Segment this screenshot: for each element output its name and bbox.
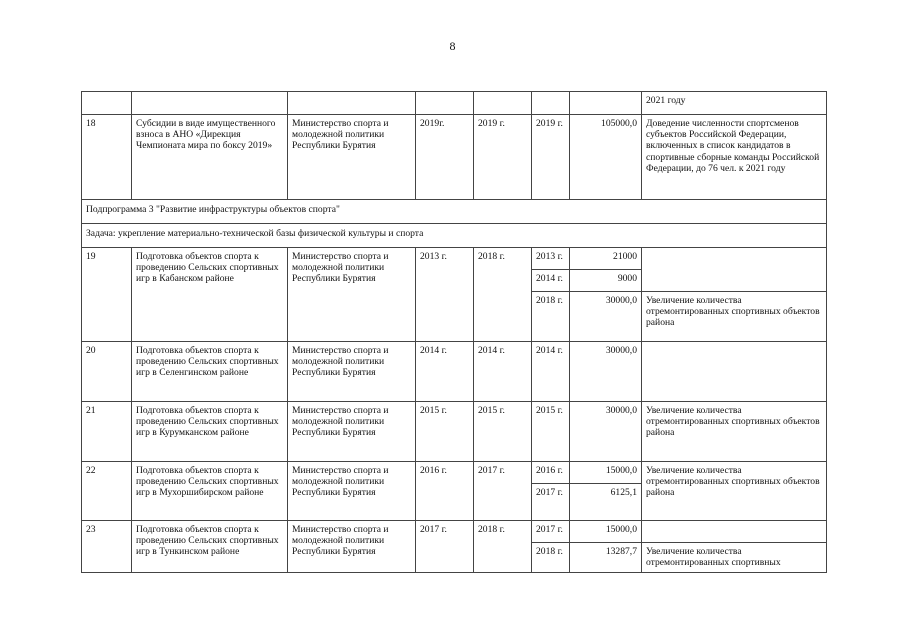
table-row — [82, 462, 827, 484]
start-year-cell: 2017 г. — [416, 521, 474, 573]
start-year-cell: 2019г. — [416, 115, 474, 200]
result-cell: Увеличение количества отремонтированных спортивных объектов района — [642, 292, 827, 342]
row-number: 18 — [82, 115, 132, 200]
end-year-cell: 2018 г. — [474, 521, 532, 573]
result-cell: Увеличение количества отремонтированных спортивных объектов района — [642, 402, 827, 462]
event-cell: Подготовка объектов спорта к проведению Сельских спортивных игр в Курумканском районе — [132, 402, 288, 462]
row-number: 23 — [82, 521, 132, 573]
amount-cell: 21000 — [570, 248, 642, 270]
finance-year-cell: 2017 г. — [532, 521, 570, 543]
table-row — [82, 521, 827, 543]
start-year-cell: 2014 г. — [416, 342, 474, 402]
row-number: 21 — [82, 402, 132, 462]
finance-year-cell: 2016 г. — [532, 462, 570, 484]
finance-year-cell: 2013 г. — [532, 248, 570, 270]
executor-cell: Министерство спорта и молодежной политики Республики Бурятия — [288, 342, 416, 402]
page-number: 8 — [449, 39, 456, 53]
finance-year-cell: 2014 г. — [532, 342, 570, 402]
result-cell: 2021 году — [642, 92, 827, 115]
row-number: 22 — [82, 462, 132, 521]
amount-cell: 9000 — [570, 270, 642, 292]
end-year-cell: 2015 г. — [474, 402, 532, 462]
finance-year-cell: 2014 г. — [532, 270, 570, 292]
executor-cell: Министерство спорта и молодежной политики Республики Бурятия — [288, 402, 416, 462]
result-cell: Увеличение количества отремонтированных спортивных — [642, 543, 827, 573]
event-cell: Подготовка объектов спорта к проведению Сельских спортивных игр в Кабанском районе — [132, 248, 288, 342]
event-cell: Подготовка объектов спорта к проведению Сельских спортивных игр в Мухоршибирском районе — [132, 462, 288, 521]
table-row — [82, 402, 827, 462]
amount-cell: 15000,0 — [570, 462, 642, 484]
table-row — [82, 200, 827, 224]
end-year-cell: 2018 г. — [474, 248, 532, 342]
start-year-cell: 2015 г. — [416, 402, 474, 462]
executor-cell: Министерство спорта и молодежной политики Республики Бурятия — [288, 521, 416, 573]
table-row — [82, 92, 827, 115]
amount-cell: 6125,1 — [570, 484, 642, 521]
start-year-cell: 2013 г. — [416, 248, 474, 342]
task-heading: Задача: укрепление материально-технической базы физической культуры и спорта — [82, 224, 827, 248]
executor-cell: Министерство спорта и молодежной политики Республики Бурятия — [288, 248, 416, 342]
start-year-cell: 2016 г. — [416, 462, 474, 521]
result-cell — [642, 521, 827, 543]
event-cell: Подготовка объектов спорта к проведению Сельских спортивных игр в Селенгинском районе — [132, 342, 288, 402]
finance-year-cell: 2018 г. — [532, 292, 570, 342]
end-year-cell: 2017 г. — [474, 462, 532, 521]
result-cell: Доведение численности спортсменов субъектов Российской Федерации, включенных в список кандидатов в спортивные сборные команды Российской Федерации, до 76 чел. к 2021 году — [642, 115, 827, 200]
result-cell: Увеличение количества отремонтированных спортивных объектов района — [642, 462, 827, 521]
finance-year-cell: 2017 г. — [532, 484, 570, 521]
amount-cell: 30000,0 — [570, 292, 642, 342]
amount-cell: 15000,0 — [570, 521, 642, 543]
subprogram-heading: Подпрограмма 3 "Развитие инфраструктуры объектов спорта" — [82, 200, 827, 224]
program-table — [81, 91, 827, 573]
finance-year-cell: 2015 г. — [532, 402, 570, 462]
table-row — [82, 342, 827, 402]
table-row — [82, 224, 827, 248]
executor-cell: Министерство спорта и молодежной политики Республики Бурятия — [288, 462, 416, 521]
table-row — [82, 248, 827, 270]
amount-cell: 13287,7 — [570, 543, 642, 573]
row-number: 19 — [82, 248, 132, 342]
table-row — [82, 115, 827, 200]
executor-cell: Министерство спорта и молодежной политики Республики Бурятия — [288, 115, 416, 200]
amount-cell: 105000,0 — [570, 115, 642, 200]
result-cell — [642, 342, 827, 402]
amount-cell: 30000,0 — [570, 342, 642, 402]
end-year-cell: 2014 г. — [474, 342, 532, 402]
result-cell — [642, 248, 827, 292]
end-year-cell: 2019 г. — [474, 115, 532, 200]
finance-year-cell: 2019 г. — [532, 115, 570, 200]
row-number: 20 — [82, 342, 132, 402]
amount-cell: 30000,0 — [570, 402, 642, 462]
event-cell: Подготовка объектов спорта к проведению Сельских спортивных игр в Тункинском районе — [132, 521, 288, 573]
event-cell: Субсидии в виде имущественного взноса в АНО «Дирекция Чемпионата мира по боксу 2019» — [132, 115, 288, 200]
finance-year-cell: 2018 г. — [532, 543, 570, 573]
